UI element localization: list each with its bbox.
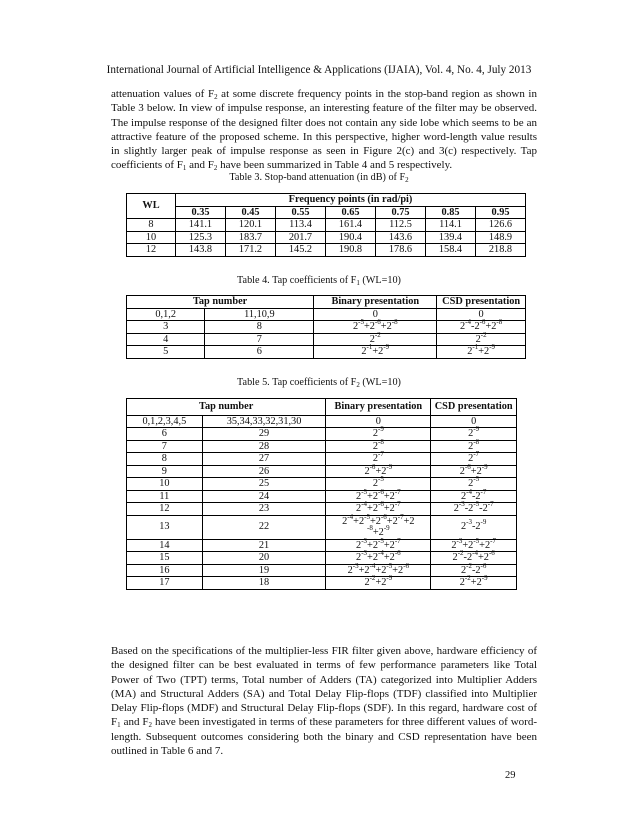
table4-row [127, 333, 526, 346]
table5-tap-b-cell: 23 [202, 503, 326, 516]
table5-tap-a-cell: 17 [127, 577, 203, 590]
table5-row [127, 440, 517, 453]
table3-value-cell: 183.7 [226, 231, 276, 244]
table5-binary-cell: $2^{-3}+2^{-5}+2^{-7}$ [326, 539, 431, 552]
table5-tap-b-cell: 28 [202, 440, 326, 453]
table5-tap-b-cell: 26 [202, 465, 326, 478]
table3-wl-cell: 10 [127, 231, 176, 244]
table5-row [127, 415, 517, 428]
table3-freq-label: 0.75 [376, 206, 426, 219]
table3-value-cell: 190.4 [326, 231, 376, 244]
table3-wl-header: WL [127, 194, 176, 219]
table4-tap-header: Tap number [127, 296, 314, 309]
table5-binary-cell: 0 [326, 415, 431, 428]
table3-value-cell: 148.9 [476, 231, 526, 244]
table5-row [127, 577, 517, 590]
table3-value-cell: 161.4 [326, 219, 376, 232]
table4-csd-cell: $2^{-4}-2^{-6}+2^{-8}$ [437, 321, 526, 334]
table5-tap-b-cell: 20 [202, 552, 326, 565]
paragraph-hardware-efficiency: Based on the specifications of the multiplier-less FIR filter given above, hardware efficiency of the designed filter can be best evaluated in terms of few performance parameters like Total Power of Two (TPT) terms, Total number of Adders (TA) categorized into Multiplier Adders (MA) and Structural Adders (SA) and Total Delay Flip-flops (TDF) classified into Multiplier Delay Flip-flops (MDF) and Structural Delay Flip-flops (SDF). In this regard, hardware cost of $F_1$ and $F_2$ have been investigated in terms of these parameters for three different values of word-length. Subsequent outcomes considering both the binary and CSD representation have been outlined in Table 6 and 7. [111, 645, 538, 758]
table5-tap-b-cell: 19 [202, 564, 326, 577]
table3-freq-label: 0.55 [276, 206, 326, 219]
table4-tap-b-cell: 8 [205, 321, 314, 334]
table3-caption: Table 3. Stop-band attenuation (in dB) of $F_2$ [229, 172, 409, 184]
table3-freq-header: Frequency points (in rad/pi) [176, 194, 526, 207]
table5-caption: Table 5. Tap coefficients of $F_2$ (WL=10) [237, 377, 401, 389]
table5-csd-cell: $2^{-3}-2^{-5}-2^{-7}$ [431, 503, 517, 516]
table4-csd-cell: $2^{-2}$ [437, 333, 526, 346]
table4-tap-a-cell: 0,1,2 [127, 308, 205, 321]
table5-csd-cell: $2^{-9}$ [431, 428, 517, 441]
table5-row [127, 503, 517, 516]
table3-value-cell: 158.4 [426, 244, 476, 257]
table5-csd-cell: $2^{-5}$ [431, 478, 517, 491]
table4-tap-coefficients-f1 [126, 295, 526, 359]
table3-value-cell: 201.7 [276, 231, 326, 244]
table5-tap-b-cell: 18 [202, 577, 326, 590]
table5-tap-a-cell: 16 [127, 564, 203, 577]
table5-row [127, 515, 517, 539]
table5-tap-coefficients-f2 [126, 398, 517, 590]
table5-csd-header: CSD presentation [431, 399, 517, 416]
page-number: 29 [505, 770, 516, 781]
table5-tap-b-cell: 25 [202, 478, 326, 491]
table5-csd-cell: $2^{-8}$ [431, 440, 517, 453]
table5-csd-cell: $2^{-2}-2^{-6}$ [431, 564, 517, 577]
table5-binary-cell: $2^{-3}+2^{-4}+2^{-5}+2^{-6}$ [326, 564, 431, 577]
table3-value-cell: 143.8 [176, 244, 226, 257]
table4-tap-a-cell: 4 [127, 333, 205, 346]
table5-tap-b-cell: 29 [202, 428, 326, 441]
table4-csd-header: CSD presentation [437, 296, 526, 309]
paragraph-intro: attenuation values of $F_2$ at some discrete frequency points in the stop-band region as shown in Table 3 below. In view of impulse response, an interesting feature of the filter may be observed. The impulse response of the designed filter does not contain any side lobe which seems to be an attractive feature of the proposed scheme. In this perspective, higher word-length value results in slightly larger peak of impulse response as seen in Figure 2(c) and 3(c) respectively. Tap coefficients of $F_1$ and $F_2$ have been summarized in Table 4 and 5 respectively. [111, 88, 537, 173]
table5-tap-a-cell: 11 [127, 490, 203, 503]
table5-binary-cell: $2^{-2}+2^{-9}$ [326, 577, 431, 590]
table4-binary-cell: $2^{-2}$ [314, 333, 437, 346]
table4-binary-header: Binary presentation [314, 296, 437, 309]
table5-tap-a-cell: 12 [127, 503, 203, 516]
table4-caption: Table 4. Tap coefficients of $F_1$ (WL=10) [237, 275, 401, 287]
table5-tap-b-cell: 22 [202, 515, 326, 539]
table5-binary-cell: $2^{-3}+2^{-4}+2^{-6}$ [326, 552, 431, 565]
table5-row [127, 465, 517, 478]
table5-tap-b-cell: 21 [202, 539, 326, 552]
table5-row [127, 564, 517, 577]
table3-row [127, 231, 526, 244]
table5-binary-cell: $2^{-5}+2^{-6}+2^{-7}$ [326, 490, 431, 503]
table4-row [127, 321, 526, 334]
table5-row [127, 478, 517, 491]
table5-binary-cell: $2^{-6}+2^{-9}$ [326, 465, 431, 478]
table3-wl-cell: 8 [127, 219, 176, 232]
table4-row [127, 346, 526, 359]
table3-value-cell: 143.6 [376, 231, 426, 244]
table5-binary-cell: $2^{-9}$ [326, 428, 431, 441]
table3-value-cell: 178.6 [376, 244, 426, 257]
table5-tap-a-cell: 9 [127, 465, 203, 478]
table5-csd-cell: $2^{-7}$ [431, 453, 517, 466]
table4-csd-cell: $2^{-1}+2^{-9}$ [437, 346, 526, 359]
table4-tap-a-cell: 3 [127, 321, 205, 334]
table3-row [127, 244, 526, 257]
table3-freq-label: 0.65 [326, 206, 376, 219]
table3-value-cell: 145.2 [276, 244, 326, 257]
table5-tap-header: Tap number [127, 399, 326, 416]
table5-csd-cell: $2^{-2}+2^{-9}$ [431, 577, 517, 590]
table3-freq-label: 0.95 [476, 206, 526, 219]
table5-csd-cell: $2^{-2}-2^{-4}+2^{-6}$ [431, 552, 517, 565]
table3-wl-cell: 12 [127, 244, 176, 257]
table4-binary-cell: $2^{-1}+2^{-9}$ [314, 346, 437, 359]
table5-binary-cell: $2^{-5}$ [326, 478, 431, 491]
table5-tap-a-cell: 6 [127, 428, 203, 441]
table3-value-cell: 120.1 [226, 219, 276, 232]
table3-row [127, 219, 526, 232]
table4-binary-cell: 0 [314, 308, 437, 321]
table3-value-cell: 125.3 [176, 231, 226, 244]
table4-tap-b-cell: 7 [205, 333, 314, 346]
table4-tap-b-cell: 6 [205, 346, 314, 359]
table5-row [127, 552, 517, 565]
table4-binary-cell: $2^{-5}+2^{-6}+2^{-8}$ [314, 321, 437, 334]
table5-tap-b-cell: 24 [202, 490, 326, 503]
table3-stopband-attenuation [126, 193, 526, 257]
table3-value-cell: 190.8 [326, 244, 376, 257]
table3-freq-label: 0.85 [426, 206, 476, 219]
table3-freq-label: 0.45 [226, 206, 276, 219]
table3-value-cell: 114.1 [426, 219, 476, 232]
table5-tap-a-cell: 8 [127, 453, 203, 466]
table5-tap-a-cell: 10 [127, 478, 203, 491]
table5-row [127, 453, 517, 466]
table3-value-cell: 171.2 [226, 244, 276, 257]
table3-value-cell: 139.4 [426, 231, 476, 244]
table5-tap-a-cell: 14 [127, 539, 203, 552]
table5-tap-b-cell: 35,34,33,32,31,30 [202, 415, 326, 428]
table5-tap-b-cell: 27 [202, 453, 326, 466]
table3-value-cell: 141.1 [176, 219, 226, 232]
table5-csd-cell: $2^{-4}-2^{-7}$ [431, 490, 517, 503]
table5-binary-cell: $2^{-7}$ [326, 453, 431, 466]
table5-tap-a-cell: 13 [127, 515, 203, 539]
table5-csd-cell: $2^{-3}+2^{-5}+2^{-7}$ [431, 539, 517, 552]
table5-binary-cell: $2^{-4}+2^{-5}+2^{-6}+2^{-7}+2$ $^{-8}+2^{-9}$ [326, 515, 431, 539]
table5-csd-cell: 0 [431, 415, 517, 428]
table5-tap-a-cell: 7 [127, 440, 203, 453]
table3-value-cell: 112.5 [376, 219, 426, 232]
table3-value-cell: 126.6 [476, 219, 526, 232]
running-header: International Journal of Artificial Intelligence & Applications (IJAIA), Vol. 4, No. 4, July 2013 [106, 64, 532, 76]
table5-tap-a-cell: 15 [127, 552, 203, 565]
table5-csd-cell: $2^{-6}+2^{-9}$ [431, 465, 517, 478]
table3-value-cell: 218.8 [476, 244, 526, 257]
table5-binary-header: Binary presentation [326, 399, 431, 416]
table3-value-cell: 113.4 [276, 219, 326, 232]
table5-binary-cell: $2^{-8}$ [326, 440, 431, 453]
table3-freq-label: 0.35 [176, 206, 226, 219]
table4-csd-cell: 0 [437, 308, 526, 321]
table4-tap-a-cell: 5 [127, 346, 205, 359]
table4-tap-b-cell: 11,10,9 [205, 308, 314, 321]
table5-csd-cell: $2^{-3}-2^{-9}$ [431, 515, 517, 539]
table5-tap-a-cell: 0,1,2,3,4,5 [127, 415, 203, 428]
table5-row [127, 428, 517, 441]
table5-binary-cell: $2^{-4}+2^{-6}+2^{-7}$ [326, 503, 431, 516]
